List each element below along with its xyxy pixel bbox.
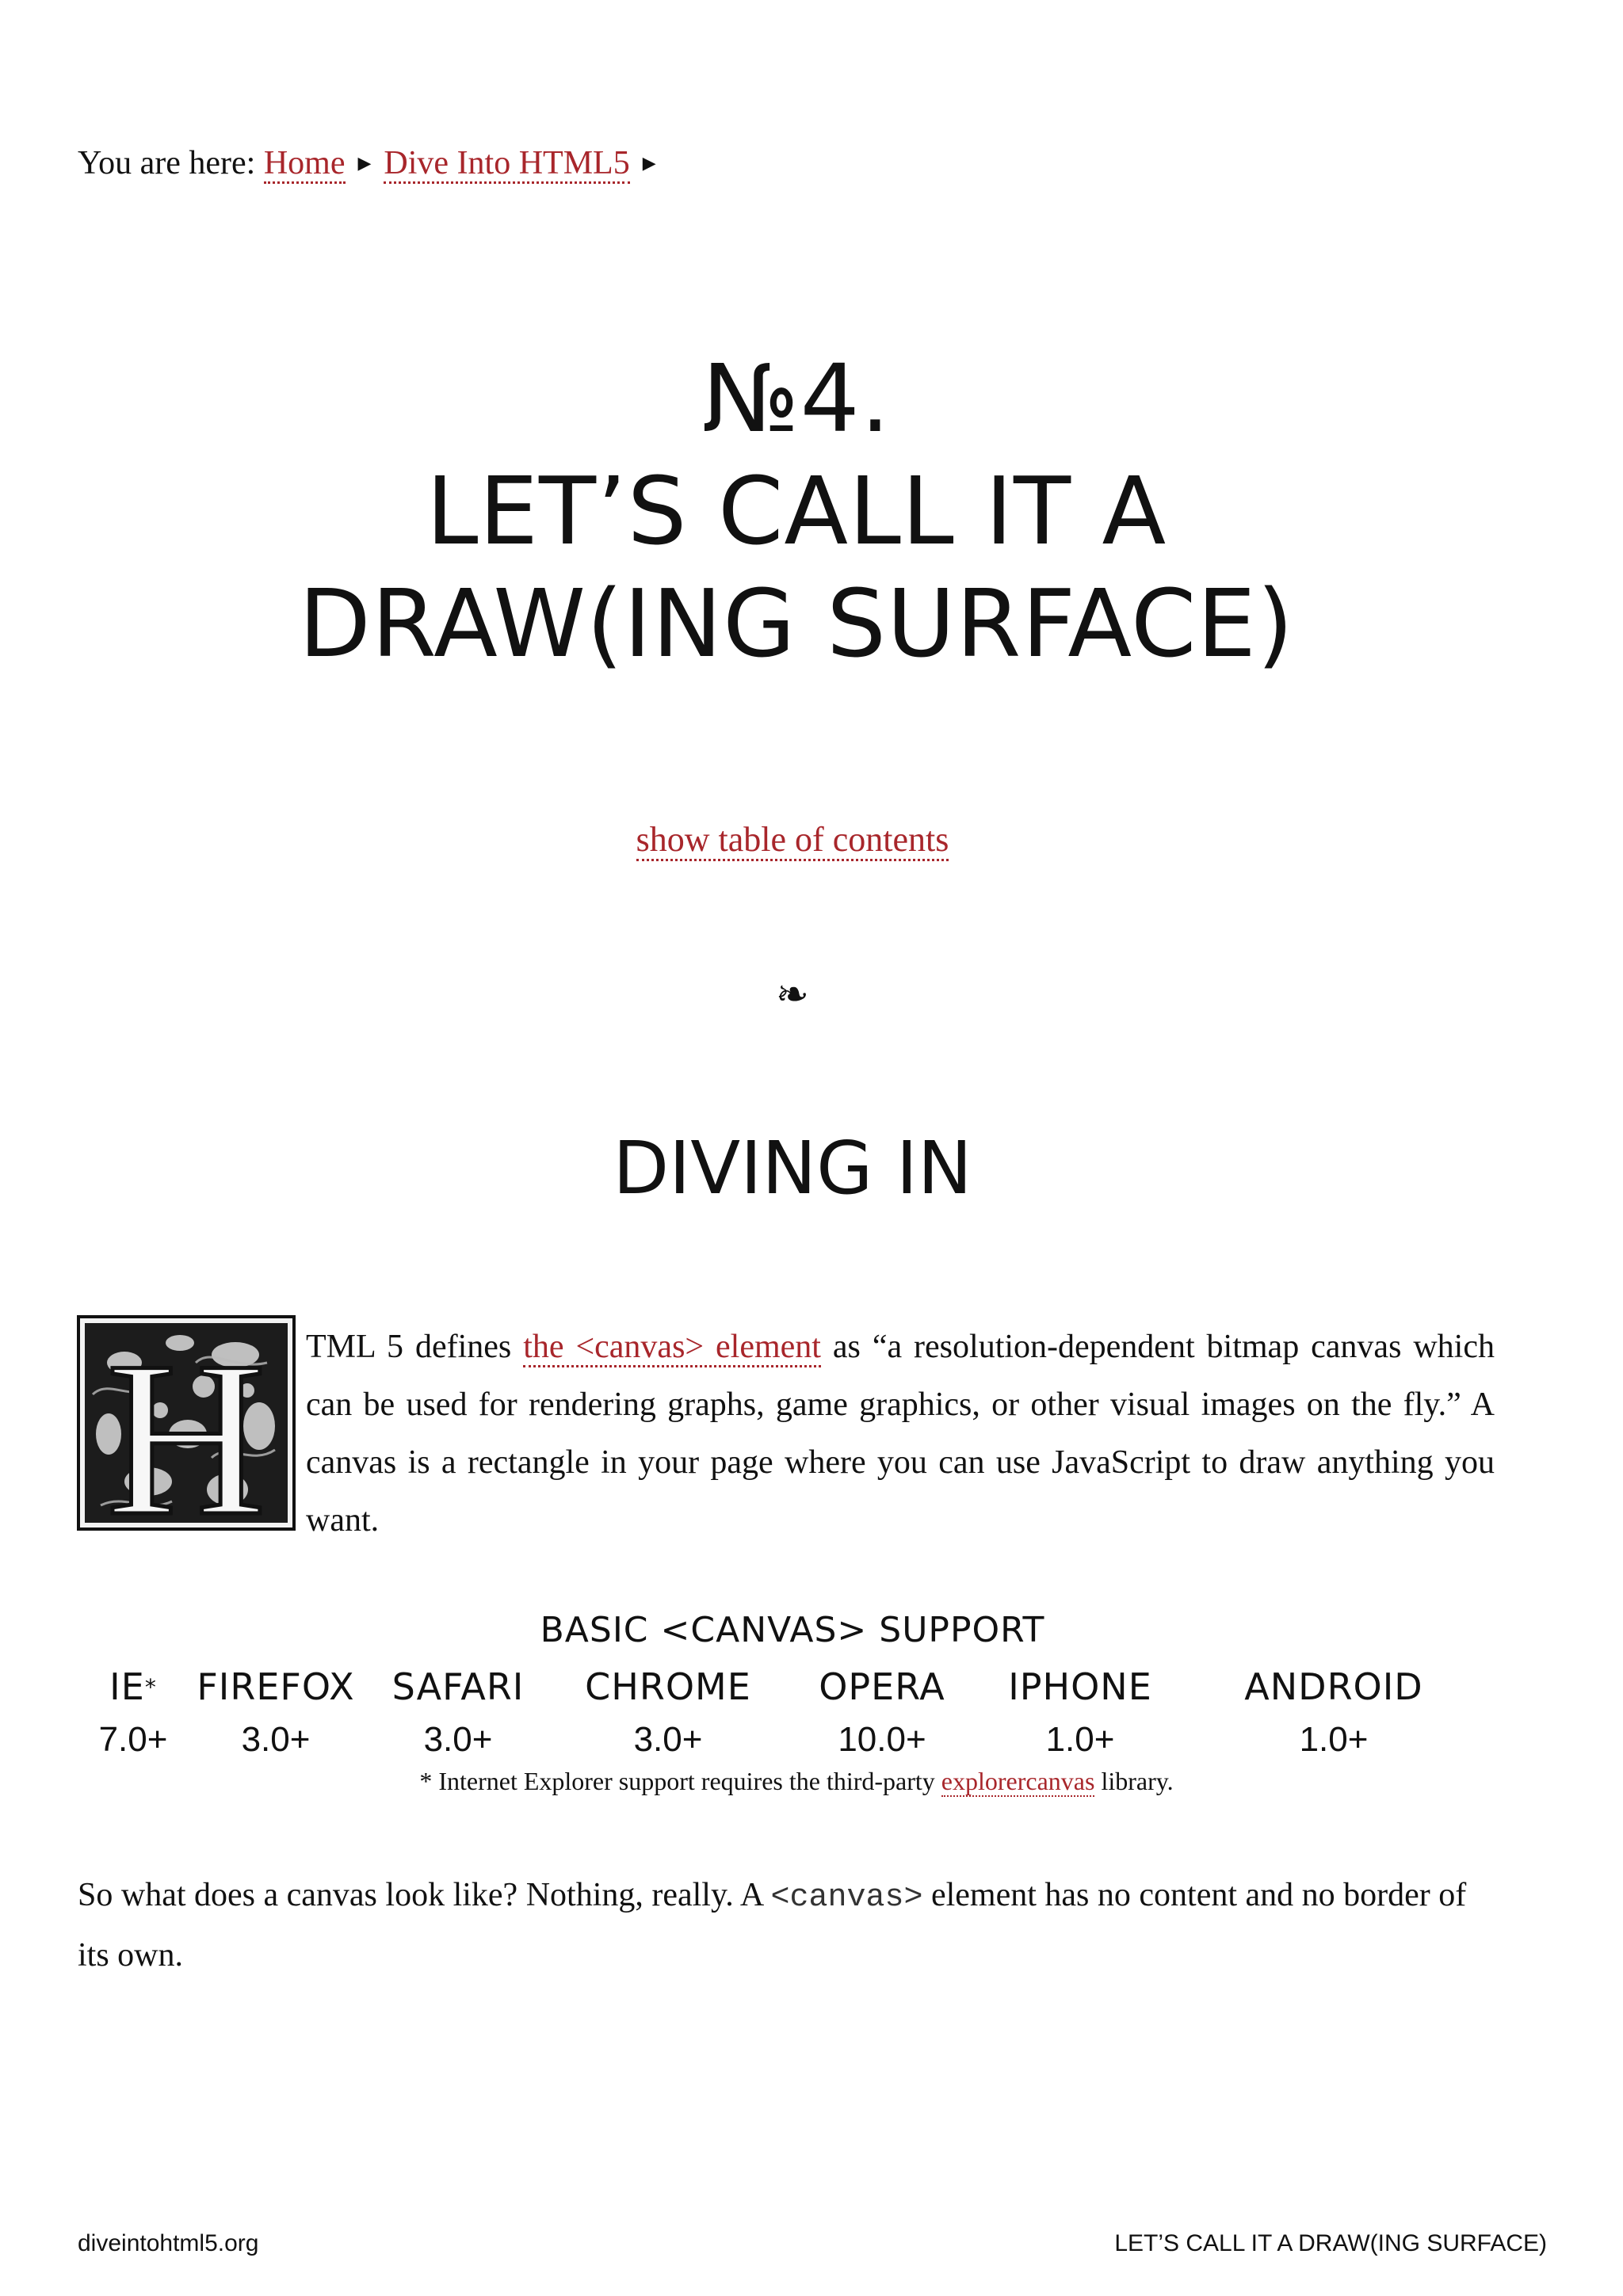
- chapter-number: №4.: [701, 344, 892, 453]
- dropcap-h-illustration: [77, 1315, 296, 1531]
- ie-footnote-mark: *: [144, 1674, 157, 1700]
- fleuron-icon: ❧: [776, 971, 809, 1017]
- support-table-title: BASIC <CANVAS> SUPPORT: [540, 1610, 1045, 1650]
- header-iphone: IPHONE: [1008, 1665, 1152, 1708]
- breadcrumb-dive-into-html5-link[interactable]: Dive Into HTML5: [384, 145, 629, 184]
- canvas-code: <canvas>: [770, 1880, 923, 1916]
- chapter-title: [0, 342, 1593, 680]
- breadcrumb-separator-icon: ▶: [642, 154, 656, 174]
- header-android: ANDROID: [1244, 1665, 1423, 1708]
- browser-support-table: [78, 1659, 1488, 1765]
- intro-text-start: TML 5 defines: [306, 1329, 524, 1365]
- value-safari: 3.0+: [423, 1720, 493, 1759]
- breadcrumb-prefix: You are here:: [78, 145, 256, 181]
- canvas-description-paragraph: So what does a canvas look like? Nothing, really. A <canvas> element has no content and no border of its own.: [78, 1877, 1467, 1974]
- chapter-title-line1: LET’S CALL IT A: [426, 456, 1167, 566]
- section-heading: DIVING IN: [613, 1126, 972, 1211]
- breadcrumb: [78, 141, 669, 186]
- value-chrome: 3.0+: [633, 1720, 703, 1759]
- value-android: 1.0+: [1299, 1720, 1369, 1759]
- intro-paragraph: [306, 1318, 1495, 1550]
- dropcap-letter: H: [105, 1315, 267, 1531]
- value-ie: 7.0+: [98, 1720, 168, 1759]
- breadcrumb-separator-icon: ▶: [357, 154, 372, 174]
- footer-page-title: LET’S CALL IT A DRAW(ING SURFACE): [1114, 2230, 1547, 2256]
- header-chrome: CHROME: [585, 1665, 751, 1708]
- value-opera: 10.0+: [838, 1720, 926, 1759]
- canvas-element-link[interactable]: the <canvas> element: [523, 1329, 821, 1367]
- support-footnote: * Internet Explorer support requires the third-party explorercanvas library.: [419, 1767, 1174, 1795]
- support-header-row: [78, 1659, 1488, 1714]
- breadcrumb-home-link[interactable]: Home: [264, 145, 346, 184]
- header-ie: IE*: [109, 1665, 157, 1708]
- value-firefox: 3.0+: [241, 1720, 311, 1759]
- value-iphone: 1.0+: [1045, 1720, 1115, 1759]
- explorercanvas-link[interactable]: explorercanvas: [941, 1767, 1095, 1795]
- header-opera: OPERA: [819, 1665, 945, 1708]
- intro-text-end: as “a resolution-dependent bitmap canvas which can be used for rendering graphs, game graphics, or other visual images on the fly.” A canvas is a rectangle in your page where you can use JavaScript to draw anything you want.: [306, 1329, 1495, 1539]
- support-values-row: [78, 1714, 1488, 1765]
- header-firefox: FIREFOX: [197, 1665, 355, 1708]
- show-toc-link[interactable]: show table of contents: [636, 820, 949, 861]
- toc-toggle: [0, 818, 1585, 862]
- header-safari: SAFARI: [391, 1665, 525, 1708]
- footer-site-url: diveintohtml5.org: [78, 2230, 259, 2256]
- chapter-title-line2: DRAW(ING SURFACE): [299, 569, 1294, 678]
